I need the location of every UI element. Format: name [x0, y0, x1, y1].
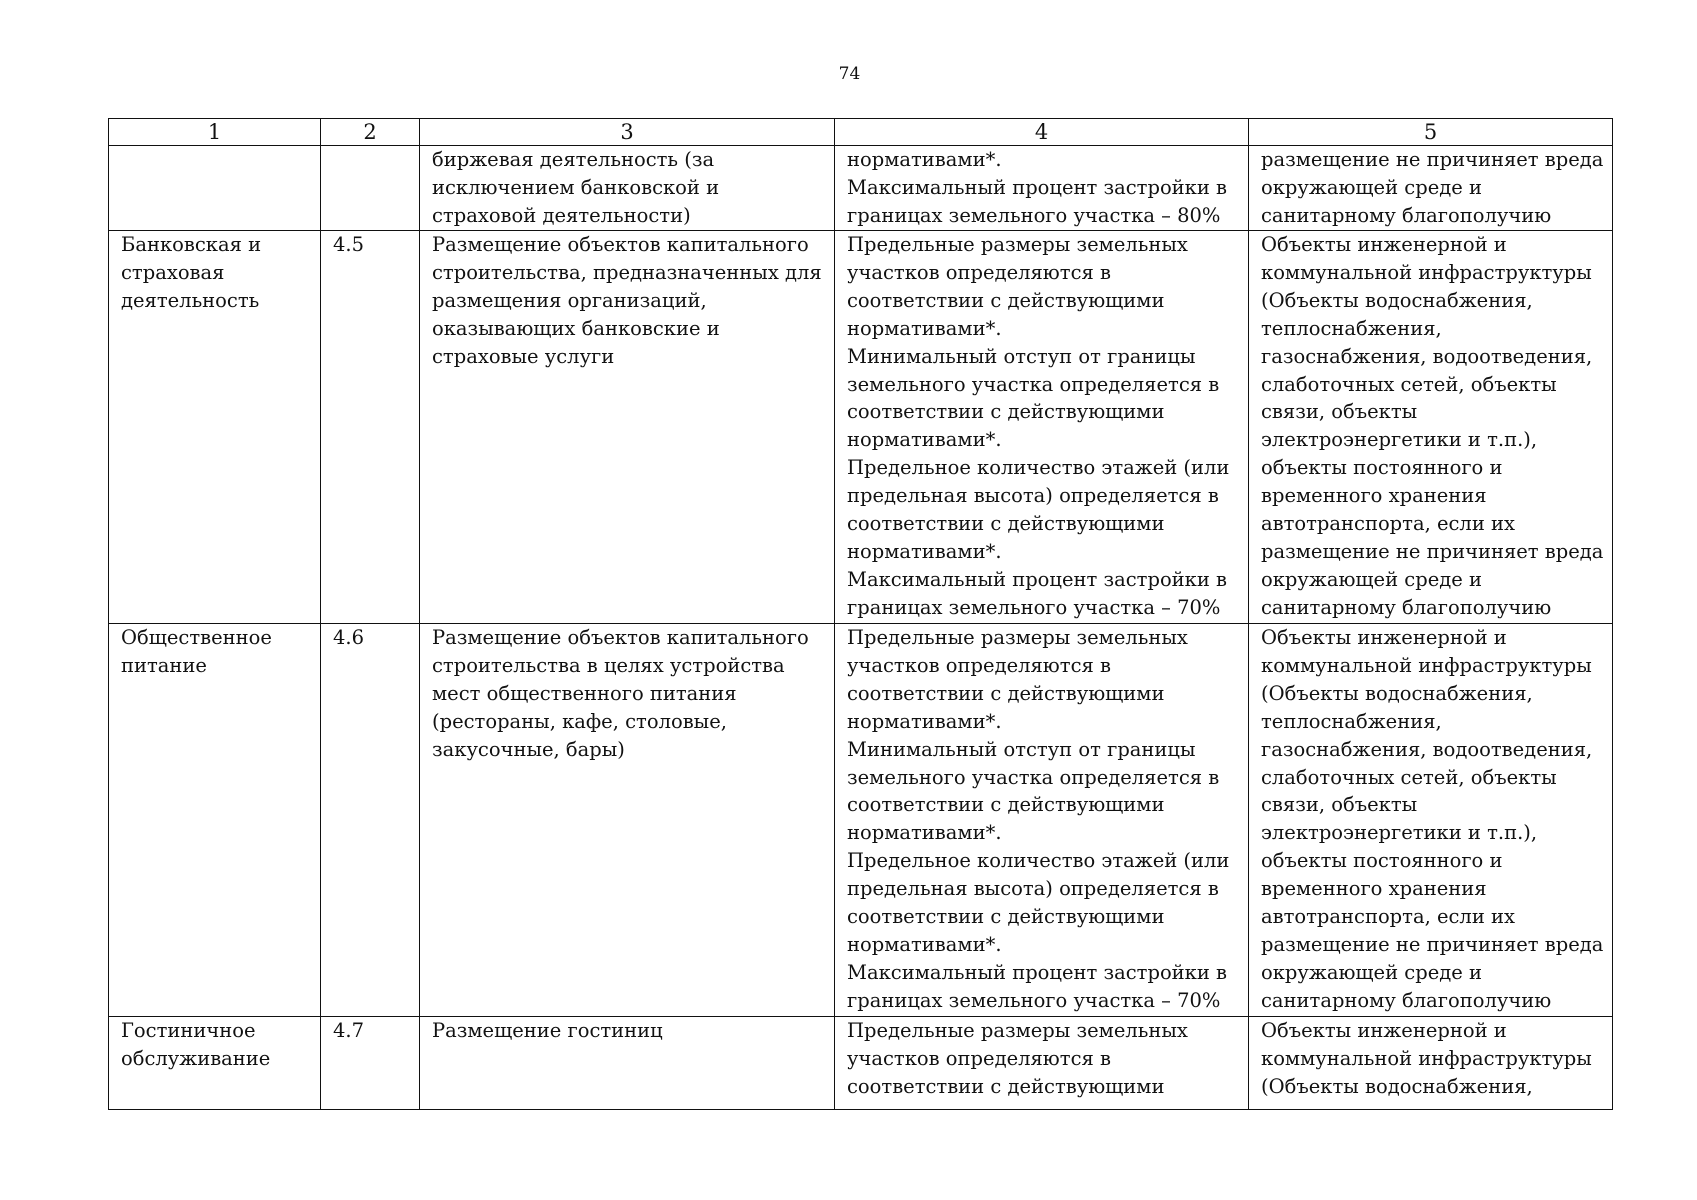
text-line: Размещение объектов капитального — [432, 233, 809, 256]
text-line: объекты постоянного и — [1261, 456, 1503, 480]
text-line: соответствии с действующими — [847, 793, 1165, 817]
text-line: временного хранения — [1261, 877, 1487, 901]
table-header — [109, 119, 1613, 146]
text-line: границах земельного участка – 70% — [847, 988, 1221, 1012]
cell-auxiliary — [1249, 231, 1613, 624]
text-line: слаботочных сетей, объекты — [1261, 765, 1557, 789]
header-col-3: 3 — [420, 119, 835, 146]
text-line: границах земельного участка – 70% — [847, 595, 1221, 619]
text-line: участков определяются в — [847, 653, 1111, 677]
text-line: Предельные размеры земельных — [847, 233, 1188, 256]
text-line: окружающей среде и — [1261, 567, 1482, 591]
text-line: соответствии с действующими — [847, 400, 1165, 424]
text-line: окружающей среде и — [1261, 960, 1482, 984]
text-line: соответствии с действующими — [847, 1074, 1165, 1098]
text-line: Предельное количество этажей (или — [847, 456, 1230, 480]
text-line: санитарному благополучию — [1261, 595, 1552, 619]
text-line: окружающей среде и — [1261, 175, 1482, 199]
cell-code — [321, 146, 420, 231]
text-line: коммунальной инфраструктуры — [1261, 260, 1592, 284]
cell-parameters — [835, 1017, 1249, 1110]
text-line: земельного участка определяется в — [847, 372, 1220, 396]
text-line: страховая — [121, 260, 225, 284]
cell-name — [109, 624, 321, 1017]
text-line: слаботочных сетей, объекты — [1261, 372, 1557, 396]
cell-name — [109, 231, 321, 624]
cell-description — [420, 231, 835, 624]
cell-parameters — [835, 231, 1249, 624]
text-line: (Объекты водоснабжения, — [1261, 681, 1533, 705]
cell-parameters — [835, 146, 1249, 231]
zoning-table — [108, 118, 1613, 1110]
text-line: соответствии с действующими — [847, 681, 1165, 705]
text-line: Предельные размеры земельных — [847, 626, 1188, 649]
text-line: земельного участка определяется в — [847, 765, 1220, 789]
text-line: обслуживание — [121, 1046, 271, 1070]
cell-auxiliary — [1249, 146, 1613, 231]
text-line: размещения организаций, — [432, 288, 707, 312]
text-line: санитарному благополучию — [1261, 988, 1552, 1012]
text-line: электроэнергетики и т.п.), — [1261, 428, 1538, 452]
header-col-5: 5 — [1249, 119, 1613, 146]
text-line: страховые услуги — [432, 344, 615, 368]
text-line: размещение не причиняет вреда — [1261, 148, 1604, 171]
text-line: Максимальный процент застройки в — [847, 960, 1228, 984]
text-line: Предельное количество этажей (или — [847, 849, 1230, 873]
cell-code — [321, 1017, 420, 1110]
text-line: 4.5 — [333, 233, 365, 256]
text-line: Объекты инженерной и — [1261, 626, 1507, 649]
table-row — [109, 146, 1613, 231]
text-line: газоснабжения, водоотведения, — [1261, 344, 1593, 368]
text-line: теплоснабжения, — [1261, 316, 1442, 340]
cell-auxiliary — [1249, 1017, 1613, 1110]
cell-code — [321, 231, 420, 624]
text-line: Минимальный отступ от границы — [847, 344, 1196, 368]
text-line: нормативами*. — [847, 148, 1002, 171]
text-line: размещение не причиняет вреда — [1261, 539, 1604, 563]
text-line: теплоснабжения, — [1261, 709, 1442, 733]
text-line: предельная высота) определяется в — [847, 484, 1219, 508]
text-line: закусочные, бары) — [432, 737, 625, 761]
text-line: питание — [121, 653, 207, 677]
cell-auxiliary — [1249, 624, 1613, 1017]
text-line: связи, объекты — [1261, 400, 1418, 424]
text-line: размещение не причиняет вреда — [1261, 932, 1604, 956]
cell-code — [321, 624, 420, 1017]
text-line: биржевая деятельность (за — [432, 148, 715, 171]
text-line: строительства в целях устройства — [432, 653, 785, 677]
text-line: исключением банковской и — [432, 175, 720, 199]
table-row — [109, 624, 1613, 1017]
cell-name — [109, 1017, 321, 1110]
table-row — [109, 231, 1613, 624]
cell-name — [109, 146, 321, 231]
text-line: газоснабжения, водоотведения, — [1261, 737, 1593, 761]
text-line: Предельные размеры земельных — [847, 1019, 1188, 1042]
text-line: Объекты инженерной и — [1261, 233, 1507, 256]
text-line: Размещение объектов капитального — [432, 626, 809, 649]
text-line: соответствии с действующими — [847, 512, 1165, 536]
header-col-1: 1 — [109, 119, 321, 146]
text-line: 4.7 — [333, 1019, 365, 1042]
text-line: строительства, предназначенных для — [432, 260, 822, 284]
text-line: участков определяются в — [847, 1046, 1111, 1070]
text-line: нормативами*. — [847, 709, 1002, 733]
text-line: Максимальный процент застройки в — [847, 567, 1228, 591]
text-line: оказывающих банковские и — [432, 316, 720, 340]
text-line: Минимальный отступ от границы — [847, 737, 1196, 761]
header-row — [109, 119, 1613, 146]
text-line: Банковская и — [121, 233, 262, 256]
text-line: Общественное — [121, 626, 272, 649]
text-line: нормативами*. — [847, 428, 1002, 452]
text-line: коммунальной инфраструктуры — [1261, 1046, 1592, 1070]
text-line: временного хранения — [1261, 484, 1487, 508]
text-line: Максимальный процент застройки в — [847, 175, 1228, 199]
text-line: предельная высота) определяется в — [847, 877, 1219, 901]
text-line: страховой деятельности) — [432, 203, 691, 227]
text-line: границах земельного участка – 80% — [847, 203, 1221, 227]
text-line: нормативами*. — [847, 932, 1002, 956]
text-line: соответствии с действующими — [847, 288, 1165, 312]
text-line: объекты постоянного и — [1261, 849, 1503, 873]
header-col-4: 4 — [835, 119, 1249, 146]
text-line: (рестораны, кафе, столовые, — [432, 709, 727, 733]
cell-description — [420, 146, 835, 231]
text-line: автотранспорта, если их — [1261, 905, 1516, 929]
cell-description — [420, 1017, 835, 1110]
text-line: Гостиничное — [121, 1019, 256, 1042]
text-line: электроэнергетики и т.п.), — [1261, 821, 1538, 845]
cell-parameters — [835, 624, 1249, 1017]
text-line: мест общественного питания — [432, 681, 737, 705]
text-line: (Объекты водоснабжения, — [1261, 1074, 1533, 1098]
table-row — [109, 1017, 1613, 1110]
text-line: деятельность — [121, 288, 260, 312]
text-line: нормативами*. — [847, 539, 1002, 563]
text-line: Объекты инженерной и — [1261, 1019, 1507, 1042]
text-line: 4.6 — [333, 626, 365, 649]
text-line: санитарному благополучию — [1261, 203, 1552, 227]
text-line: автотранспорта, если их — [1261, 512, 1516, 536]
text-line: (Объекты водоснабжения, — [1261, 288, 1533, 312]
header-col-2: 2 — [321, 119, 420, 146]
text-line: Размещение гостиниц — [432, 1019, 663, 1042]
page-number-text: 74 — [838, 64, 861, 84]
text-line: коммунальной инфраструктуры — [1261, 653, 1592, 677]
page-number — [0, 64, 1697, 84]
text-line: участков определяются в — [847, 260, 1111, 284]
text-line: соответствии с действующими — [847, 905, 1165, 929]
text-line: связи, объекты — [1261, 793, 1418, 817]
cell-description — [420, 624, 835, 1017]
text-line: нормативами*. — [847, 316, 1002, 340]
text-line: нормативами*. — [847, 821, 1002, 845]
